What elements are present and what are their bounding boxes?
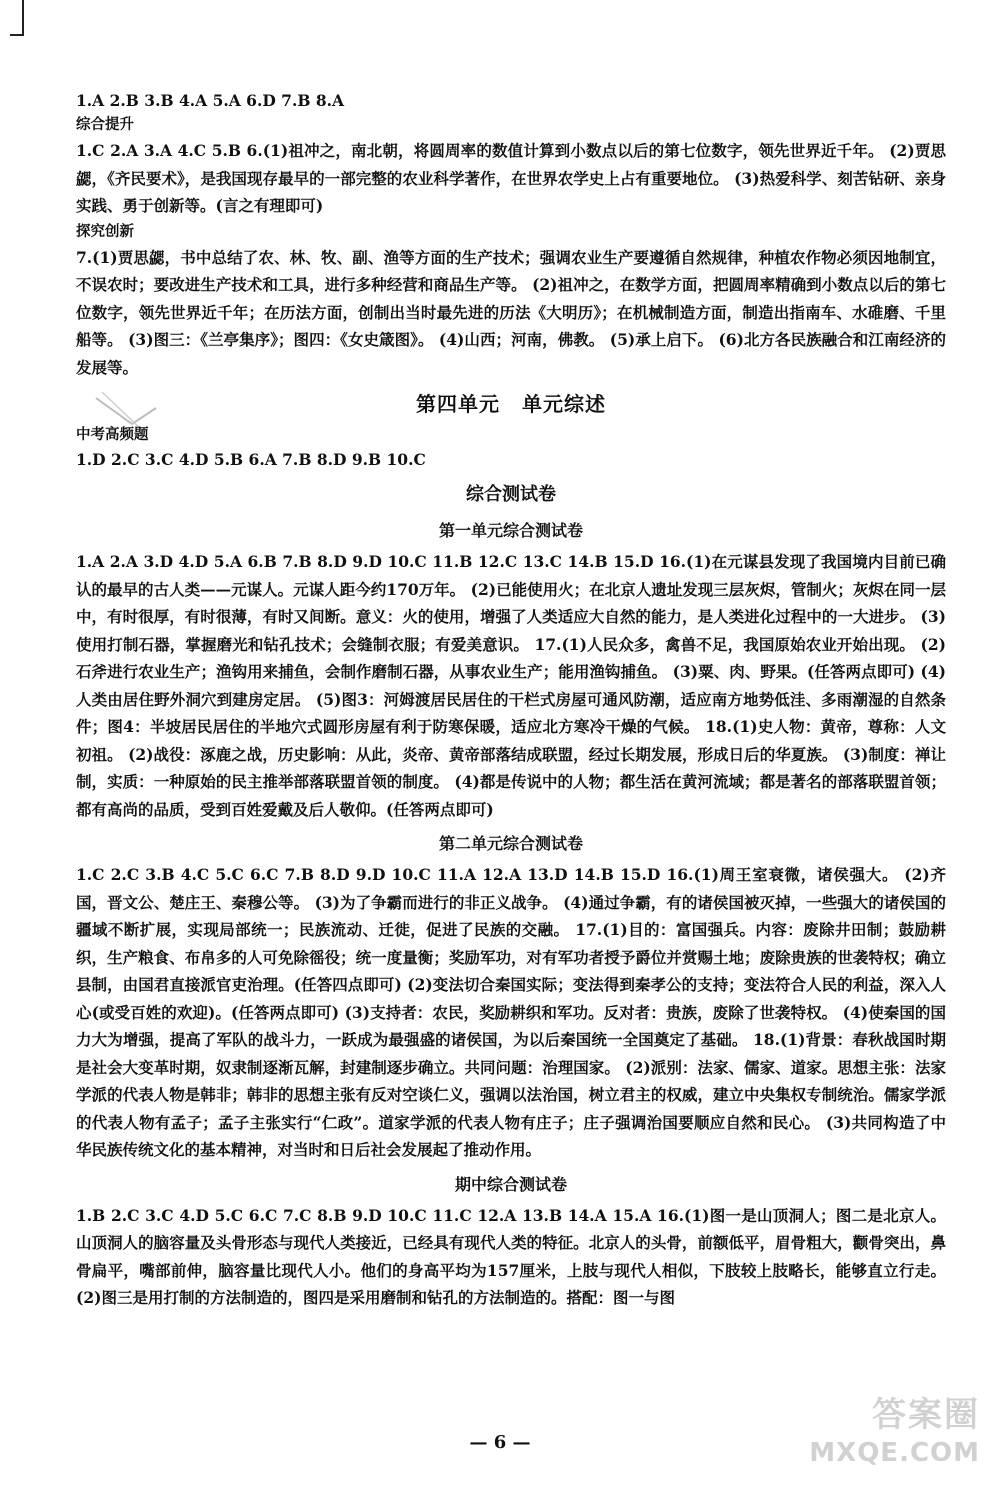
page-number: — 6 — <box>469 1432 531 1453</box>
unit2-test-title: 第二单元综合测试卷 <box>438 834 583 853</box>
unit1-test-answers: 1.A 2.A 3.D 4.D 5.A 6.B 7.B 8.D 9.D 10.C 11.B 12.C 13.C 14.B 15.D 16.(1)在元谋县发现了我国境内目前已确认的最早的古人类——元谋人。元谋人距今约170万年。 (2)已能使用火；在北京人遗址发现三层灰烬，管制火；灰烬在同一层中，有时很厚，有时很薄，有时又间断。意义：火的使用，增强了人类适应大自然的能力，是人类进化过程中的一大进步。 (3)使用打制石器，掌握磨光和钻孔技术；会缝制衣服；有爱美意识。 17.(1)人民众多，禽兽不足，我国原始农业开始出现。 (2)石斧进行农业生产；渔钩用来捕鱼，会制作磨制石器，从事农业生产；能用渔钩捕鱼。 (3)粟、肉、野果。(任答两点即可) (4)人类由居住野外洞穴到建房定居。 (5)图3：河姆渡居民居住的干栏式房屋可通风防潮，适应南方地势低洼、多雨潮湿的自然条件；图4：半坡居民居住的半地穴式圆形房屋有利于防寒保暖，适应北方寒冷干燥的气候。 18.(1)史人物：黄帝，尊称：人文初祖。 (2)战役：涿鹿之战，历史影响：从此，炎帝、黄帝部落结成联盟，经过长期发展，形成日后的华夏族。 (3)制度：禅让制，实质：一种原始的民主推举部落联盟首领的制度。 (4)都是传说中的人物；都生活在黄河流域；都是著名的部落联盟首领；都有高尚的品质，受到百姓爱戴及后人敬仰。(任答两点即可) <box>76 552 946 819</box>
label-improve: 综合提升 <box>76 116 134 133</box>
explore-answers: 7.(1)贾思勰，书中总结了农、林、牧、副、渔等方面的生产技术；强调农业生产要遵循自然规律，种植农作物必须因地制宜，不误农时；要改进生产技术和工具，进行多种经营和商品生产等。 (2)祖冲之，在数学方面，把圆周率精确到小数点以后的第七位数字，领先世界近千年；在历法方面，创制出当时最先进的历法《大明历》；在机械制造方面，制造出指南车、水碓磨、千里船等。 (3)图三：《兰亭集序》；图四：《女史箴图》。 (4)山西；河南，佛教。 (5)承上启下。 (6)北方各民族融合和江南经济的发展等。 <box>76 247 946 377</box>
watermark-logo <box>790 1394 980 1486</box>
exam-answers: 1.D 2.C 3.C 4.D 5.B 6.A 7.B 8.D 9.B 10.C <box>76 450 426 469</box>
midterm-test-title: 期中综合测试卷 <box>454 1174 567 1194</box>
midterm-test-answers: 1.B 2.C 3.C 4.D 5.C 6.C 7.C 8.B 9.D 10.C 11.C 12.A 13.B 14.A 15.A 16.(1)图一是山顶洞人；图二是北京人。山顶洞人的脑容量及头骨形态与现代人类接近，已经具有现代人类的特征。北京人的头骨，前额低平，眉骨粗大，颧骨突出，鼻骨扁平，嘴部前伸，脑容量比现代人小。他们的身高平均为157厘米，上肢与现代人相似，下肢较上肢略长，能够直立行走。 (2)图三是用打制的方法制造的，图四是采用磨制和钻孔的方法制造的。搭配：图一与图 <box>76 1205 946 1307</box>
tests-main-title: 综合测试卷 <box>466 484 556 505</box>
watermark-bottom: MXQE.COM <box>809 1438 980 1468</box>
unit2-test-answers: 1.C 2.C 3.B 4.C 5.C 6.C 7.B 8.D 9.D 10.C 11.A 12.A 13.D 14.B 15.D 16.(1)周王室衰微，诸侯强大。 (2)齐国，晋文公、楚庄王、秦穆公等。 (3)为了争霸而进行的非正义战争。 (4)通过争霸，有的诸侯国被灭掉，一些强大的诸侯国的疆域不断扩展，实现局部统一；民族流动、迁徙，促进了民族的交融。 17.(1)目的：富国强兵。内容：废除井田制；鼓励耕织，生产粮食、布帛多的人可免除徭役；统一度量衡；奖励军功，对有军功者授予爵位并赏赐土地；废除贵族的世袭特权；确立县制，由国君直接派官吏治理。(任答四点即可) (2)变法切合秦国实际；变法得到秦孝公的支持；变法符合人民的利益，深入人心(或受百姓的欢迎)。(任答两点即可) (3)支持者：农民，奖励耕织和军功。反对者：贵族，废除了世袭特权。 (4)使秦国的国力大为增强，提高了军队的战斗力，一跃成为最强盛的诸侯国，为以后秦国统一全国奠定了基础。 18.(1)背景：春秋战国时期是社会大变革时期，奴隶制逐渐瓦解，封建制逐步确立。共同问题：治理国家。 (2)派别：法家、儒家、道家。思想主张：法家学派的代表人物是韩非；韩非的思想主张有反对空谈仁义，强调以法治国，树立君主的权威，建立中央集权专制统治。儒家学派的代表人物有孟子；孟子主张实行“仁政”。道家学派的代表人物有庄子；庄子强调治国要顺应自然和民心。 (3)共同构造了中华民族传统文化的基本精神，对当时和日后社会发展起了推动作用。 <box>76 865 946 1159</box>
improve-answers: 1.C 2.A 3.A 4.C 5.B 6.(1)祖冲之，南北朝，将圆周率的数值计算到小数点以后的第七位数字，领先世界近千年。 (2)贾思勰，《齐民要术》，是我国现存最早的一部完整的农业科学著作，在世界农学史上占有重要地位。 (3)热爱科学、刻苦钻研、亲身实践、勇于创新等。(言之有理即可) <box>76 141 946 215</box>
answers-line-prev: 1.A 2.B 3.B 4.A 5.A 6.D 7.B 8.A <box>76 91 345 110</box>
label-exam: 中考高频题 <box>76 426 149 443</box>
crop-mark <box>10 0 24 36</box>
unit4-title-left: 第四单元 <box>416 392 500 416</box>
unit1-test-title: 第一单元综合测试卷 <box>438 521 583 540</box>
watermark-top: 答案圈 <box>872 1395 980 1435</box>
unit4-title <box>76 389 946 419</box>
label-explore: 探究创新 <box>76 222 134 240</box>
answer-content <box>76 88 946 1312</box>
unit4-title-right: 单元综述 <box>522 392 606 416</box>
